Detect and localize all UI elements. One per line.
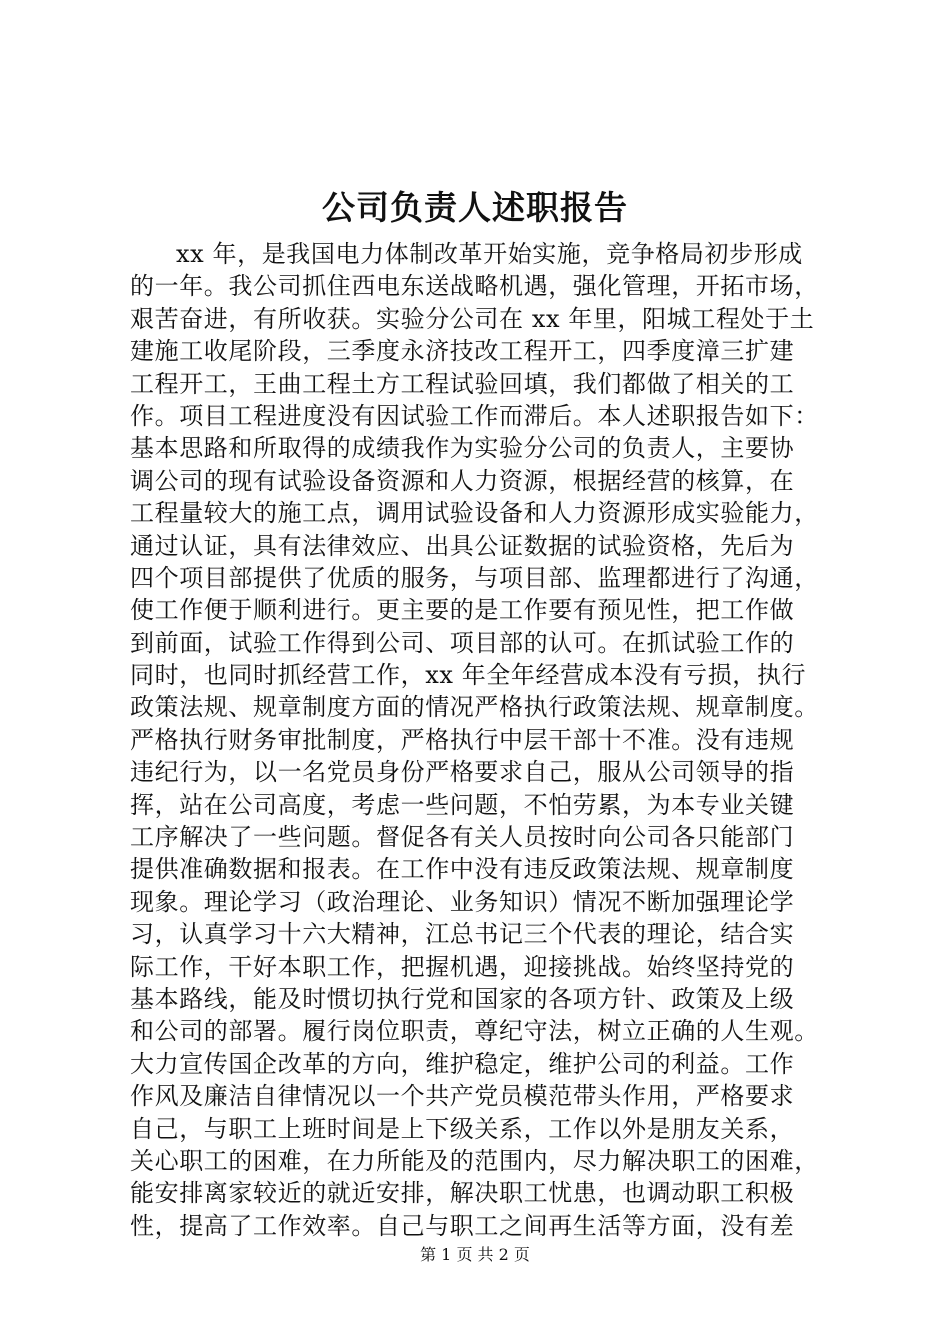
body-line: 通过认证，具有法律效应、出具公证数据的试验资格，先后为 xyxy=(130,531,795,560)
body-line: 的一年。我公司抓住西电东送战略机遇，强化管理，开拓市场， xyxy=(130,272,819,301)
body-line: 基本路线，能及时惯切执行党和国家的各项方针、政策及上级 xyxy=(130,984,795,1013)
body-line: 性，提高了工作效率。自己与职工之间再生活等方面，没有差 xyxy=(130,1211,795,1240)
body-line: 作风及廉洁自律情况以一个共产党员模范带头作用，严格要求 xyxy=(130,1082,795,1111)
body-line: 作。项目工程进度没有因试验工作而滞后。本人述职报告如下： xyxy=(130,401,819,430)
body-line: 四个项目部提供了优质的服务，与项目部、监理都进行了沟通， xyxy=(130,563,819,592)
body-line: 大力宣传国企改革的方向，维护稳定，维护公司的利益。工作 xyxy=(130,1049,795,1078)
body-line: 能安排离家较近的就近安排，解决职工忧患，也调动职工积极 xyxy=(130,1179,795,1208)
document-body xyxy=(130,238,850,1242)
body-line: 工程量较大的施工点，调用试验设备和人力资源形成实验能力， xyxy=(130,499,819,528)
body-line: 到前面，试验工作得到公司、项目部的认可。在抓试验工作的 xyxy=(130,628,795,657)
document-title: 公司负责人述职报告 xyxy=(322,188,628,227)
body-line: 同时，也同时抓经营工作，xx 年全年经营成本没有亏损，执行 xyxy=(130,661,807,690)
page-footer: 第 1 页 共 2 页 xyxy=(420,1245,530,1264)
body-line: 自己，与职工上班时间是上下级关系，工作以外是朋友关系， xyxy=(130,1114,795,1143)
body-line: 工程开工，王曲工程土方工程试验回填，我们都做了相关的工 xyxy=(130,369,795,398)
body-line: 和公司的部署。履行岗位职责，尊纪守法，树立正确的人生观。 xyxy=(130,1017,819,1046)
body-line: 调公司的现有试验设备资源和人力资源，根据经营的核算，在 xyxy=(130,466,795,495)
body-line: xx 年，是我国电力体制改革开始实施，竞争格局初步形成 xyxy=(176,240,803,268)
body-line: 严格执行财务审批制度，严格执行中层干部十不准。没有违规 xyxy=(130,725,795,754)
body-line: 际工作，干好本职工作，把握机遇，迎接挑战。始终坚持党的 xyxy=(130,952,795,981)
body-line: 习，认真学习十六大精神，江总书记三个代表的理论，结合实 xyxy=(130,920,795,949)
body-line: 违纪行为，以一名党员身份严格要求自己，服从公司领导的指 xyxy=(130,758,795,787)
body-line: 提供准确数据和报表。在工作中没有违反政策法规、规章制度 xyxy=(130,855,795,884)
body-line: 工序解决了一些问题。督促各有关人员按时向公司各只能部门 xyxy=(130,823,795,852)
body-line: 挥，站在公司高度，考虑一些问题，不怕劳累，为本专业关键 xyxy=(130,790,795,819)
body-line: 关心职工的困难，在力所能及的范围内，尽力解决职工的困难， xyxy=(130,1146,819,1175)
body-line: 建施工收尾阶段，三季度永济技改工程开工，四季度漳三扩建 xyxy=(130,337,795,366)
body-line: 现象。理论学习（政治理论、业务知识）情况不断加强理论学 xyxy=(130,887,795,916)
body-line: 基本思路和所取得的成绩我作为实验分公司的负责人，主要协 xyxy=(130,434,795,463)
body-line: 政策法规、规章制度方面的情况严格执行政策法规、规章制度。 xyxy=(130,693,819,722)
body-line: 使工作便于顺利进行。更主要的是工作要有预见性，把工作做 xyxy=(130,596,795,625)
body-line: 艰苦奋进，有所收获。实验分公司在 xx 年里，阳城工程处于土 xyxy=(130,304,815,333)
